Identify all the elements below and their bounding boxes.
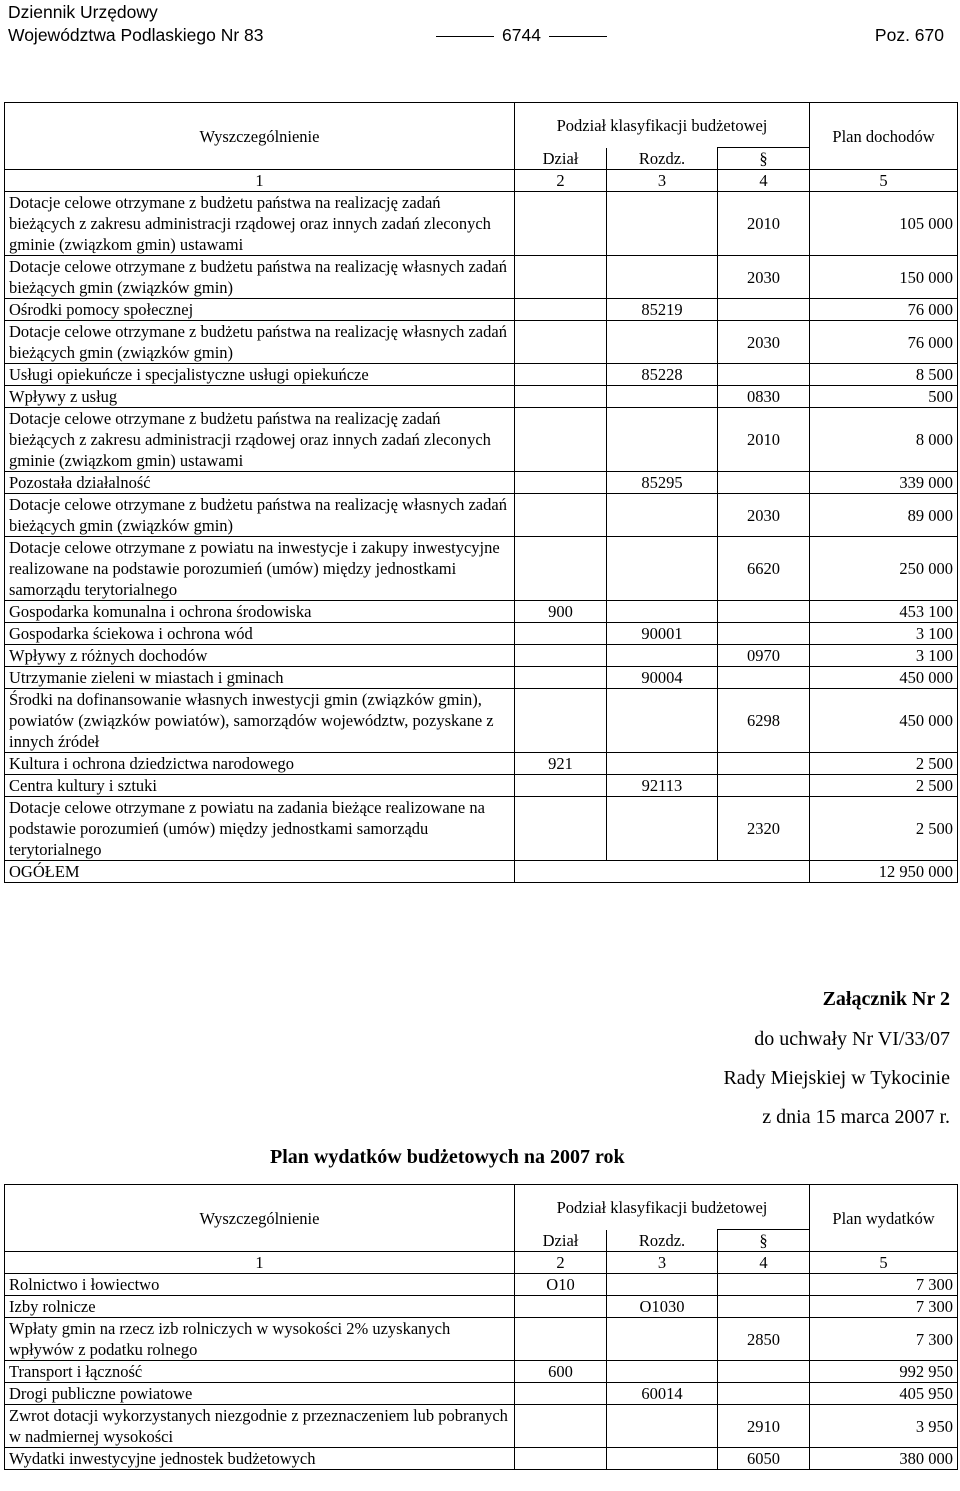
annex-council: Rady Miejskiej w Tykocinie xyxy=(723,1067,950,1089)
row-paragraph xyxy=(718,1383,810,1405)
row-paragraph xyxy=(718,775,810,797)
row-description: Wydatki inwestycyjne jednostek budżetowych xyxy=(5,1448,515,1470)
row-amount: 453 100 xyxy=(810,601,958,623)
row-dzial xyxy=(515,364,607,386)
col-number: 2 xyxy=(515,170,607,192)
table-row xyxy=(5,689,958,753)
row-description: Dotacje celowe otrzymane z budżetu państwa na realizację zadań bieżących z zakresu administracji rządowej oraz innych zadań zleconych gminie (związkom gmin) ustawami xyxy=(5,192,515,256)
row-description: Usługi opiekuńcze i specjalistyczne usługi opiekuńcze xyxy=(5,364,515,386)
row-dzial xyxy=(515,797,607,861)
row-paragraph: 0970 xyxy=(718,645,810,667)
row-rozdz xyxy=(607,408,718,472)
row-amount: 2 500 xyxy=(810,797,958,861)
row-rozdz xyxy=(607,1448,718,1470)
row-amount: 76 000 xyxy=(810,299,958,321)
row-dzial xyxy=(515,1448,607,1470)
row-rozdz: 85295 xyxy=(607,472,718,494)
row-description: Wpłaty gmin na rzecz izb rolniczych w wysokości 2% uzyskanych wpływów z podatku rolnego xyxy=(5,1318,515,1361)
row-paragraph: 2320 xyxy=(718,797,810,861)
table-row xyxy=(5,1383,958,1405)
row-amount: 8 000 xyxy=(810,408,958,472)
row-rozdz: 90004 xyxy=(607,667,718,689)
row-amount: 500 xyxy=(810,386,958,408)
row-paragraph xyxy=(718,364,810,386)
row-description: Gospodarka ściekowa i ochrona wód xyxy=(5,623,515,645)
row-amount: 7 300 xyxy=(810,1296,958,1318)
row-description: Dotacje celowe otrzymane z budżetu państwa na realizację własnych zadań bieżących gmin (związków gmin) xyxy=(5,494,515,537)
row-amount: 992 950 xyxy=(810,1361,958,1383)
row-amount: 450 000 xyxy=(810,689,958,753)
journal-title: Dziennik Urzędowy xyxy=(8,2,158,22)
row-dzial xyxy=(515,623,607,645)
row-description: Dotacje celowe otrzymane z budżetu państwa na realizację zadań bieżących z zakresu administracji rządowej oraz innych zadań zleconych gminie (związkom gmin) ustawami xyxy=(5,408,515,472)
row-paragraph xyxy=(718,299,810,321)
row-description: Dotacje celowe otrzymane z budżetu państwa na realizację własnych zadań bieżących gmin (związków gmin) xyxy=(5,321,515,364)
col-header-paragraph: § xyxy=(718,148,810,170)
col-number: 4 xyxy=(718,170,810,192)
total-empty xyxy=(515,861,810,883)
row-paragraph xyxy=(718,1361,810,1383)
row-dzial xyxy=(515,775,607,797)
row-rozdz xyxy=(607,601,718,623)
table-row xyxy=(5,797,958,861)
table-row xyxy=(5,775,958,797)
row-amount: 150 000 xyxy=(810,256,958,299)
row-amount: 405 950 xyxy=(810,1383,958,1405)
col-header-rozdz: Rozdz. xyxy=(607,148,718,170)
table-row xyxy=(5,623,958,645)
row-paragraph: 6620 xyxy=(718,537,810,601)
row-dzial: 600 xyxy=(515,1361,607,1383)
row-description: Wpływy z usług xyxy=(5,386,515,408)
row-description: Środki na dofinansowanie własnych inwestycji gmin (związków gmin), powiatów (związków powiatów), samorządów województw, pozyskane z innych źródeł xyxy=(5,689,515,753)
row-paragraph xyxy=(718,753,810,775)
row-description: Zwrot dotacji wykorzystanych niezgodnie z przeznaczeniem lub pobranych w nadmiernej wysokości xyxy=(5,1405,515,1448)
annex-title: Załącznik Nr 2 xyxy=(822,988,950,1010)
row-dzial xyxy=(515,321,607,364)
row-paragraph xyxy=(718,601,810,623)
row-amount: 2 500 xyxy=(810,753,958,775)
row-paragraph xyxy=(718,1296,810,1318)
row-description: Dotacje celowe otrzymane z budżetu państwa na realizację własnych zadań bieżących gmin (związków gmin) xyxy=(5,256,515,299)
row-paragraph: 2850 xyxy=(718,1318,810,1361)
table-row xyxy=(5,321,958,364)
row-dzial: 900 xyxy=(515,601,607,623)
table-row xyxy=(5,1448,958,1470)
row-description: Gospodarka komunalna i ochrona środowiska xyxy=(5,601,515,623)
page-number: 6744 xyxy=(428,24,615,46)
row-description: Drogi publiczne powiatowe xyxy=(5,1383,515,1405)
row-dzial xyxy=(515,537,607,601)
row-rozdz xyxy=(607,1361,718,1383)
col-header-dzial: Dział xyxy=(515,1230,607,1252)
table-row xyxy=(5,472,958,494)
row-dzial xyxy=(515,472,607,494)
table-row xyxy=(5,1361,958,1383)
row-description: Utrzymanie zieleni w miastach i gminach xyxy=(5,667,515,689)
row-amount: 250 000 xyxy=(810,537,958,601)
row-amount: 89 000 xyxy=(810,494,958,537)
row-rozdz xyxy=(607,1318,718,1361)
col-header-description: Wyszczególnienie xyxy=(5,1185,515,1252)
row-rozdz xyxy=(607,192,718,256)
col-header-classification: Podział klasyfikacji budżetowej xyxy=(515,103,810,148)
row-dzial xyxy=(515,1296,607,1318)
row-amount: 380 000 xyxy=(810,1448,958,1470)
row-dzial xyxy=(515,1318,607,1361)
row-rozdz xyxy=(607,689,718,753)
journal-subtitle: Województwa Podlaskiego Nr 83 xyxy=(8,25,264,45)
row-paragraph: 2910 xyxy=(718,1405,810,1448)
row-rozdz xyxy=(607,321,718,364)
table-row xyxy=(5,494,958,537)
row-rozdz xyxy=(607,645,718,667)
col-header-dzial: Dział xyxy=(515,148,607,170)
table-row xyxy=(5,667,958,689)
row-rozdz: 60014 xyxy=(607,1383,718,1405)
total-amount: 12 950 000 xyxy=(810,861,958,883)
row-description: Ośrodki pomocy społecznej xyxy=(5,299,515,321)
table-row xyxy=(5,1318,958,1361)
row-description: Transport i łączność xyxy=(5,1361,515,1383)
row-dzial xyxy=(515,408,607,472)
col-header-description: Wyszczególnienie xyxy=(5,103,515,170)
col-header-rozdz: Rozdz. xyxy=(607,1230,718,1252)
row-dzial xyxy=(515,192,607,256)
row-paragraph xyxy=(718,623,810,645)
row-amount: 76 000 xyxy=(810,321,958,364)
table-row xyxy=(5,408,958,472)
row-paragraph: 2010 xyxy=(718,192,810,256)
row-amount: 2 500 xyxy=(810,775,958,797)
row-dzial xyxy=(515,645,607,667)
col-number: 5 xyxy=(810,1252,958,1274)
row-rozdz xyxy=(607,494,718,537)
total-row xyxy=(5,861,958,883)
row-paragraph: 2030 xyxy=(718,321,810,364)
page-header xyxy=(8,0,952,50)
row-paragraph xyxy=(718,1274,810,1296)
row-description: Kultura i ochrona dziedzictwa narodowego xyxy=(5,753,515,775)
row-amount: 450 000 xyxy=(810,667,958,689)
col-header-plan: Plan dochodów xyxy=(810,103,958,170)
table-row xyxy=(5,601,958,623)
table-row xyxy=(5,537,958,601)
row-amount: 7 300 xyxy=(810,1318,958,1361)
row-dzial xyxy=(515,1383,607,1405)
row-amount: 105 000 xyxy=(810,192,958,256)
row-amount: 7 300 xyxy=(810,1274,958,1296)
annex-resolution: do uchwały Nr VI/33/07 xyxy=(754,1028,950,1050)
table-row xyxy=(5,1405,958,1448)
row-description: Dotacje celowe otrzymane z powiatu na inwestycje i zakupy inwestycyjne realizowane na podstawie porozumień (umów) między jednostkami samorządu terytorialnego xyxy=(5,537,515,601)
col-number: 5 xyxy=(810,170,958,192)
row-paragraph: 2010 xyxy=(718,408,810,472)
row-description: Wpływy z różnych dochodów xyxy=(5,645,515,667)
row-paragraph: 2030 xyxy=(718,494,810,537)
table-row xyxy=(5,1296,958,1318)
table-row xyxy=(5,386,958,408)
row-dzial: O10 xyxy=(515,1274,607,1296)
row-dzial xyxy=(515,494,607,537)
expense-plan-title: Plan wydatków budżetowych na 2007 rok xyxy=(270,1146,625,1168)
row-amount: 3 100 xyxy=(810,645,958,667)
table-row xyxy=(5,753,958,775)
row-dzial xyxy=(515,667,607,689)
total-label: OGÓŁEM xyxy=(5,861,515,883)
row-paragraph: 2030 xyxy=(718,256,810,299)
row-description: Centra kultury i sztuki xyxy=(5,775,515,797)
row-dzial xyxy=(515,386,607,408)
annex-date: z dnia 15 marca 2007 r. xyxy=(762,1106,950,1128)
row-rozdz: 90001 xyxy=(607,623,718,645)
position-number: Poz. 670 xyxy=(874,25,944,45)
row-dzial xyxy=(515,1405,607,1448)
row-paragraph: 6050 xyxy=(718,1448,810,1470)
row-description: Dotacje celowe otrzymane z powiatu na zadania bieżące realizowane na podstawie porozumień (umów) między jednostkami samorządu terytorialnego xyxy=(5,797,515,861)
row-rozdz xyxy=(607,537,718,601)
col-number: 1 xyxy=(5,1252,515,1274)
table-row xyxy=(5,364,958,386)
row-description: Izby rolnicze xyxy=(5,1296,515,1318)
row-dzial xyxy=(515,689,607,753)
row-amount: 8 500 xyxy=(810,364,958,386)
row-paragraph: 0830 xyxy=(718,386,810,408)
row-rozdz: O1030 xyxy=(607,1296,718,1318)
row-rozdz: 92113 xyxy=(607,775,718,797)
table-row xyxy=(5,256,958,299)
row-rozdz xyxy=(607,256,718,299)
col-header-paragraph: § xyxy=(718,1230,810,1252)
row-description: Rolnictwo i łowiectwo xyxy=(5,1274,515,1296)
col-number: 2 xyxy=(515,1252,607,1274)
table-row xyxy=(5,645,958,667)
row-paragraph xyxy=(718,472,810,494)
row-paragraph: 6298 xyxy=(718,689,810,753)
income-table xyxy=(4,102,958,883)
row-rozdz xyxy=(607,753,718,775)
col-header-classification: Podział klasyfikacji budżetowej xyxy=(515,1185,810,1230)
row-amount: 3 100 xyxy=(810,623,958,645)
table-row xyxy=(5,192,958,256)
row-dzial: 921 xyxy=(515,753,607,775)
expense-table xyxy=(4,1184,958,1470)
row-rozdz xyxy=(607,1405,718,1448)
col-number: 3 xyxy=(607,1252,718,1274)
row-amount: 339 000 xyxy=(810,472,958,494)
row-amount: 3 950 xyxy=(810,1405,958,1448)
row-dzial xyxy=(515,299,607,321)
row-rozdz xyxy=(607,797,718,861)
row-description: Pozostała działalność xyxy=(5,472,515,494)
col-number: 4 xyxy=(718,1252,810,1274)
row-rozdz xyxy=(607,1274,718,1296)
row-rozdz: 85219 xyxy=(607,299,718,321)
row-rozdz xyxy=(607,386,718,408)
table-row xyxy=(5,1274,958,1296)
col-header-plan: Plan wydatków xyxy=(810,1185,958,1252)
row-rozdz: 85228 xyxy=(607,364,718,386)
col-number: 1 xyxy=(5,170,515,192)
col-number: 3 xyxy=(607,170,718,192)
table-row xyxy=(5,299,958,321)
row-paragraph xyxy=(718,667,810,689)
row-dzial xyxy=(515,256,607,299)
